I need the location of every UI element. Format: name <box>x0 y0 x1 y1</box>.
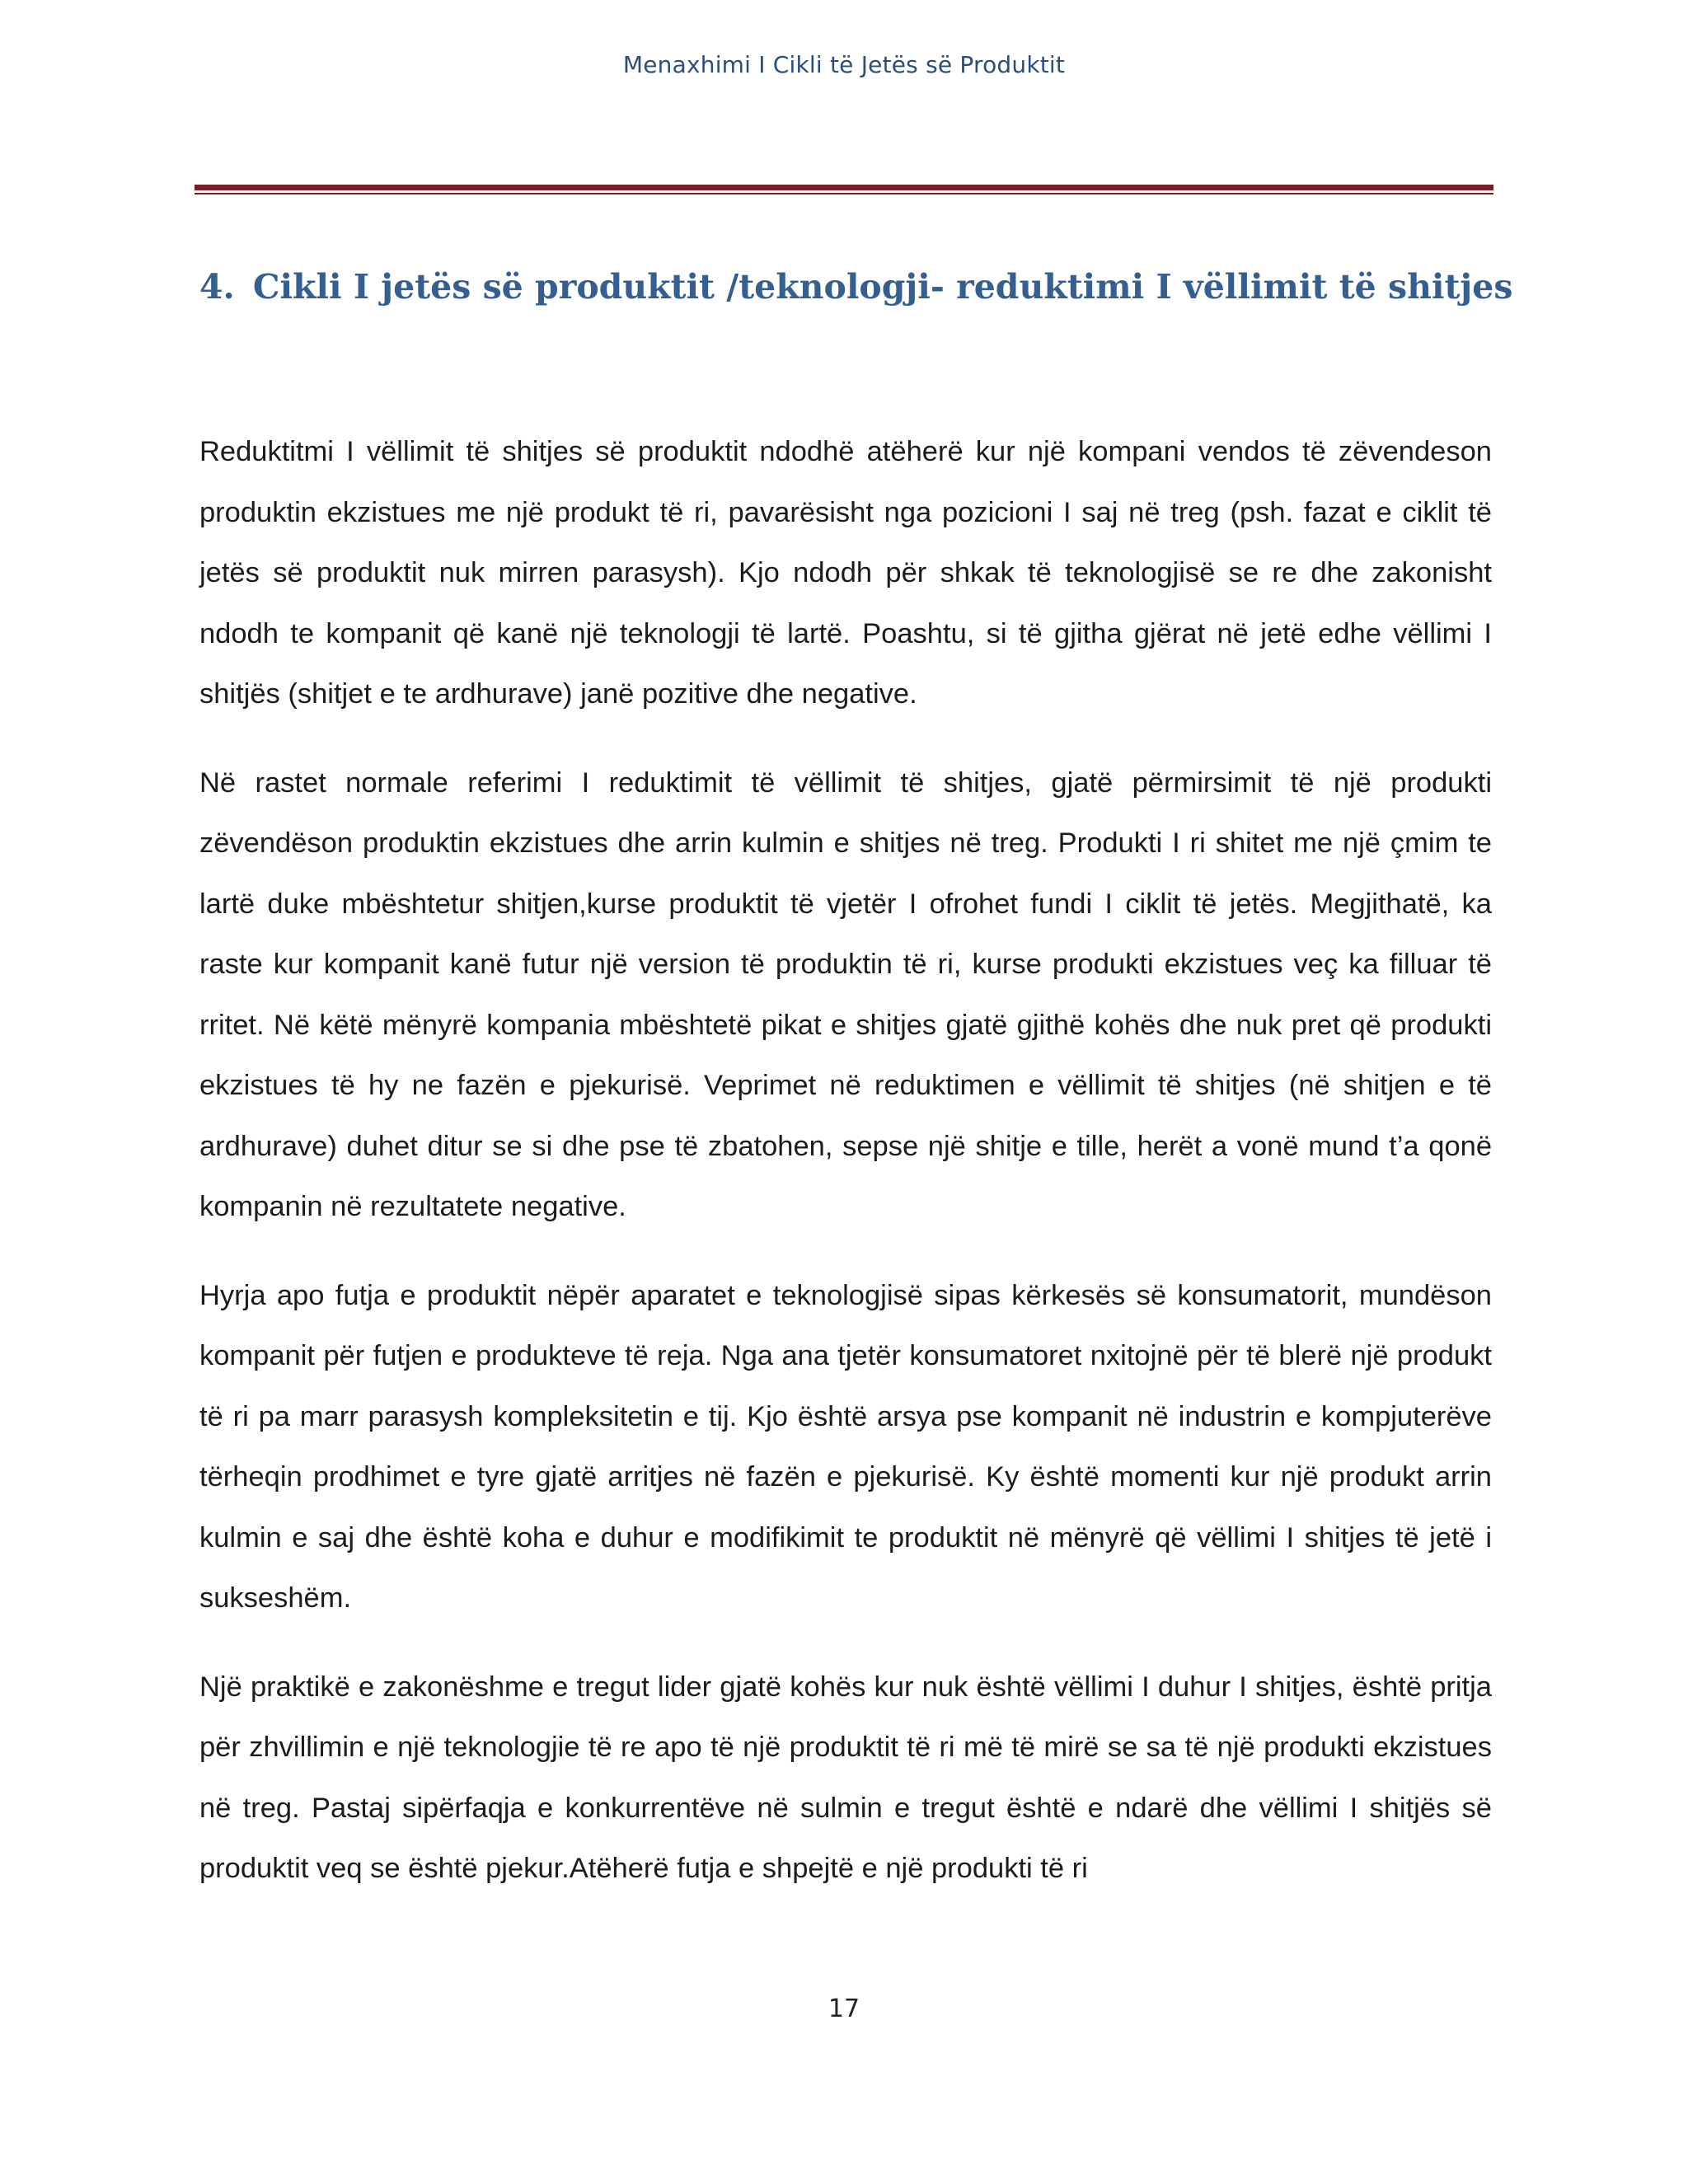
section-title: Cikli I jetës së produktit /teknologji- reduktimi I vëllimit të shitjes <box>252 267 1513 307</box>
page-number: 17 <box>828 1994 860 2023</box>
paragraph-4: Një praktikë e zakonëshme e tregut lider gjatë kohës kur nuk është vëllimi I duhur I shitjes, është pritja për zhvillimin e një teknologjie të re apo të një produktit të ri më të mirë se sa të një produkti ekzistues në treg. Pastaj sipërfaqja e konkurrentëve në sulmin e tregut është e ndarë dhe vëllimi I shitjës së produktit veq se është pjekur.Atëherë futja e shpejtë e një produkti të ri <box>199 1671 1492 1884</box>
header-rule-thick <box>195 185 1493 190</box>
paragraph-2: Në rastet normale referimi I reduktimit të vëllimit të shitjes, gjatë përmirsimit të një produkti zëvendëson produktin ekzistues dhe arrin kulmin e shitjes në treg. Produkti I ri shitet me një çmim te lartë duke mbështetur shitjen,kurse produktit të vjetër I ofrohet fundi I ciklit të jetës. Megjithatë, ka raste kur kompanit kanë futur një version të produktin të ri, kurse produkti ekzistues veç ka filluar të rritet. Në këtë mënyrë kompania mbështetë pikat e shitjes gjatë gjithë kohës dhe nuk pret që produkti ekzistues të hy ne fazën e pjekurisë. Veprimet në reduktimen e vëllimit të shitjes (në shitjen e të ardhurave) duhet ditur se si dhe pse të zbatohen, sepse një shitje e tille, herët a vonë mund t’a qonë kompanin në rezultatete negative. <box>199 766 1492 1222</box>
section-heading <box>199 267 1513 307</box>
paragraph-1: Reduktitmi I vëllimit të shitjes së produktit ndodhë atëherë kur një kompani vendos të zëvendeson produktin ekzistues me një produkt të ri, pavarësisht nga pozicioni I saj në treg (psh. fazat e ciklit të jetës së produktit nuk mirren parasysh). Kjo ndodh për shkak të teknologjisë se re dhe zakonisht ndodh te kompanit që kanë një teknologji të lartë. Poashtu, si të gjitha gjërat në jetë edhe vëllimi I shitjës (shitjet e te ardhurave) janë pozitive dhe negative. <box>199 436 1492 710</box>
section-number: 4. <box>199 267 235 307</box>
body-text <box>199 422 1492 1928</box>
paragraph-3: Hyrja apo futja e produktit nëpër aparatet e teknologjisë sipas kërkesës së konsumatorit, mundëson kompanit për futjen e produkteve të reja. Nga ana tjetër konsumatoret nxitojnë për të blerë një produkt të ri pa marr parasysh kompleksitetin e tij. Kjo është arsya pse kompanit në industrin e kompjuterëve tërheqin prodhimet e tyre gjatë arritjes në fazën e pjekurisë. Ky është momenti kur një produkt arrin kulmin e saj dhe është koha e duhur e modifikimit te produktit në mënyrë që vëllimi I shitjes të jetë i sukseshëm. <box>199 1279 1492 1614</box>
header-rule-thin <box>195 193 1493 194</box>
running-header: Menaxhimi I Cikli të Jetës së Produktit <box>622 51 1066 78</box>
